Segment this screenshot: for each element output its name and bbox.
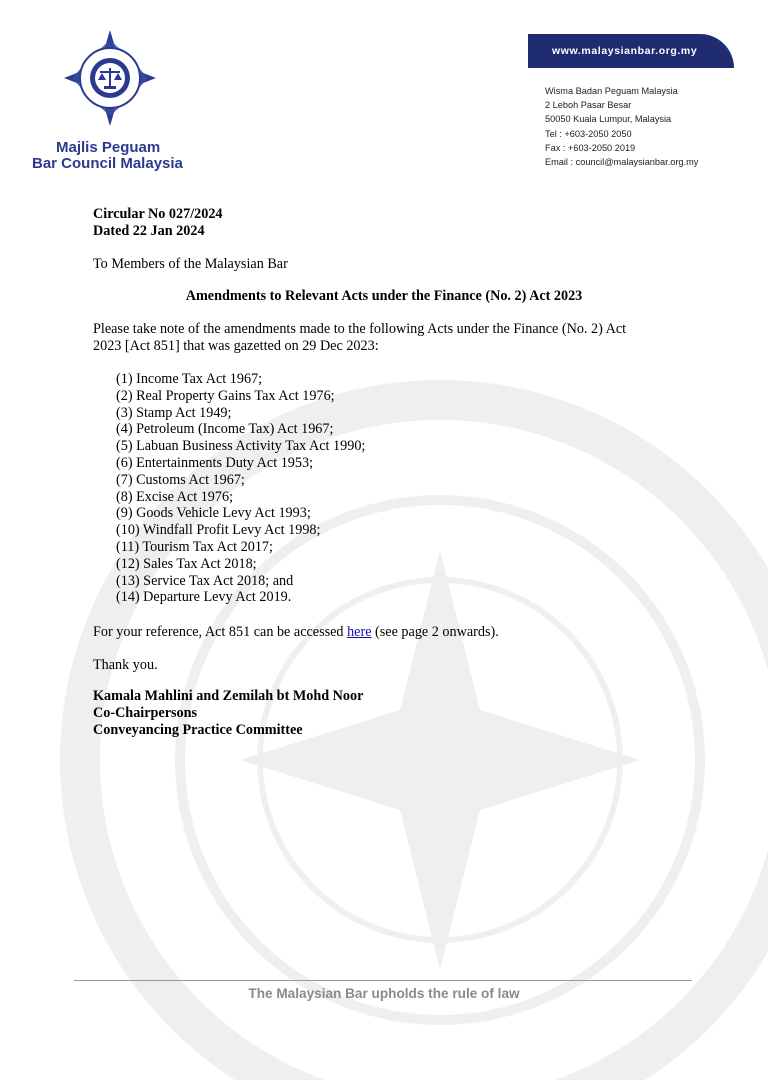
committee-name: Conveyancing Practice Committee [93, 722, 303, 738]
signatory-role: Co-Chairpersons [93, 705, 198, 721]
intro-line: 2023 [Act 851] that was gazetted on 29 Dec 2023: [93, 337, 379, 354]
list-item: (12) Sales Tax Act 2018; [116, 555, 257, 572]
list-item: (3) Stamp Act 1949; [116, 404, 232, 421]
list-item: (13) Service Tax Act 2018; and [116, 572, 294, 589]
intro-line: Please take note of the amendments made to the following Acts under the Finance (No. 2) Act [93, 321, 627, 337]
address-line: 2 Leboh Pasar Besar [545, 100, 632, 111]
reference-paragraph [93, 624, 499, 641]
address-line: Wisma Badan Peguam Malaysia [545, 86, 678, 96]
acts-list [116, 371, 365, 606]
circular-date: Dated 22 Jan 2024 [93, 223, 205, 239]
email-line[interactable]: Email : council@malaysianbar.org.my [545, 157, 699, 168]
thanks-line: Thank you. [93, 657, 158, 673]
intro-paragraph [93, 321, 693, 355]
list-item: (6) Entertainments Duty Act 1953; [116, 454, 314, 471]
circular-number: Circular No 027/2024 [93, 206, 223, 222]
website-banner[interactable]: www.malaysianbar.org.my [528, 34, 734, 68]
list-item: (5) Labuan Business Activity Tax Act 1990; [116, 438, 366, 455]
org-name-english: Bar Council Malaysia [32, 155, 183, 172]
subject-heading: Amendments to Relevant Acts under the Finance (No. 2) Act 2023 [185, 288, 583, 304]
list-item: (2) Real Property Gains Tax Act 1976; [116, 387, 335, 404]
fax-line: Fax : +603-2050 2019 [545, 142, 636, 153]
addressee: To Members of the Malaysian Bar [93, 256, 288, 272]
list-item: (1) Income Tax Act 1967; [116, 371, 263, 387]
list-item: (8) Excise Act 1976; [116, 488, 234, 505]
list-item: (11) Tourism Tax Act 2017; [116, 538, 273, 555]
list-item: (4) Petroleum (Income Tax) Act 1967; [116, 421, 334, 438]
bar-council-logo [58, 26, 162, 130]
contact-block [545, 84, 698, 169]
signatories: Kamala Mahlini and Zemilah bt Mohd Noor [93, 688, 364, 704]
tel-line: Tel : +603-2050 2050 [545, 128, 632, 139]
reference-prefix: For your reference, Act 851 can be accessed [93, 624, 348, 640]
reference-suffix: (see page 2 onwards). [371, 624, 499, 640]
list-item: (9) Goods Vehicle Levy Act 1993; [116, 505, 311, 522]
list-item: (10) Windfall Profit Levy Act 1998; [116, 522, 321, 539]
footer-tagline: The Malaysian Bar upholds the rule of law [248, 986, 520, 1001]
org-name-malay: Majlis Peguam [56, 139, 161, 156]
list-item: (7) Customs Act 1967; [116, 471, 245, 488]
act-851-link[interactable]: here [347, 624, 372, 640]
address-line: 50050 Kuala Lumpur, Malaysia [545, 114, 672, 125]
footer-divider [74, 980, 692, 981]
list-item: (14) Departure Levy Act 2019. [116, 589, 292, 606]
